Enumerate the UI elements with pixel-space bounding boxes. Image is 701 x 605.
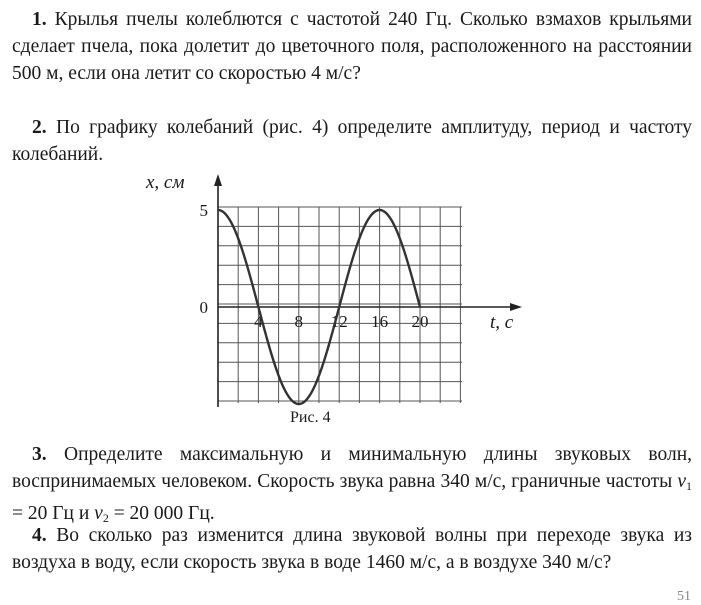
problem-1 (12, 6, 692, 87)
page-number: 51 (677, 589, 691, 604)
nu1-symbol: ν (677, 471, 686, 492)
problem-1-text: Крылья пчелы колеблются с частотой 240 Гц. Сколько взмахов крыльями сделает пчела, пока долетит до цветочного поля, расположенного на расстоянии 500 м, если она летит со скоростью 4 м/с? (12, 9, 692, 84)
problem-2-number: 2. (32, 117, 47, 138)
nu1-subscript: 1 (686, 479, 692, 493)
nu2-subscript: 2 (102, 511, 109, 525)
problem-3 (12, 441, 692, 532)
y-tick-label: 5 (199, 201, 208, 220)
x-tick-label: 16 (371, 312, 389, 331)
y-tick-label: 0 (199, 298, 208, 317)
problem-3-number: 3. (32, 444, 47, 465)
x-axis-label: t, с (490, 312, 514, 333)
nu2-value: = 20 000 Гц. (108, 503, 215, 524)
problem-3-text: Определите максимальную и минимальную длины звуковых волн, воспринимаемых человеком. Скорость звука равна 340 м/с, граничные частоты (12, 444, 693, 492)
chart-ticks (200, 201, 429, 331)
problem-4-text: Во сколько раз изменится длина звуковой волны при переходе звука из воздуха в воду, если скорость звука в воде 1460 м/с, а в воздухе 340 м/с? (12, 525, 692, 573)
x-axis-arrow (510, 303, 522, 311)
nu2-symbol: ν (94, 503, 103, 524)
oscillation-chart (140, 166, 540, 436)
problem-1-number: 1. (32, 9, 47, 30)
x-tick-label: 12 (330, 312, 348, 331)
x-tick-label: 20 (411, 312, 429, 331)
x-tick-label: 8 (294, 312, 304, 331)
y-axis-label: x, см (146, 172, 185, 193)
nu1-value: = 20 Гц и (12, 503, 95, 524)
figure-caption: Рис. 4 (290, 409, 331, 426)
problem-2 (12, 114, 692, 168)
problem-4 (12, 522, 692, 576)
chart-axes (214, 174, 522, 407)
problem-4-number: 4. (32, 525, 47, 546)
problem-2-text: По графику колебаний (рис. 4) определите амплитуду, период и частоту колебаний. (12, 117, 693, 165)
x-tick-label: 4 (254, 312, 263, 331)
y-axis-arrow (214, 174, 222, 186)
